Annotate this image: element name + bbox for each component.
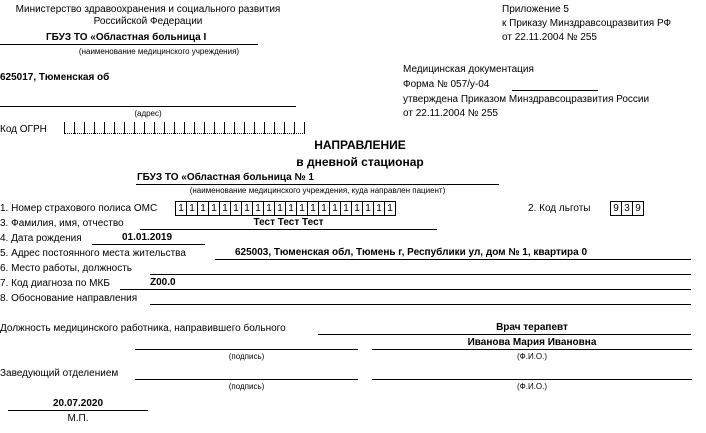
digit-cell[interactable]: 1	[384, 201, 396, 216]
form-number: Форма № 057/у-04	[403, 79, 490, 90]
approved-line2: от 22.11.2004 № 255	[403, 108, 498, 119]
digit-cell[interactable]: 1	[362, 201, 374, 216]
document-title: НАПРАВЛЕНИЕ	[314, 138, 406, 152]
digit-cell[interactable]: 1	[252, 201, 264, 216]
doctor-signature-line[interactable]	[135, 349, 358, 350]
digit-cell[interactable]: 1	[186, 201, 198, 216]
doctor-fio-caption: (Ф.И.О.)	[516, 352, 548, 361]
address-value: 625003, Тюменская обл, Тюмень г, Республики ул, дом № 1, квартира 0	[235, 247, 588, 258]
digit-cell[interactable]: 1	[329, 201, 341, 216]
ogrn-cells[interactable]	[64, 122, 305, 134]
digit-cell[interactable]: 1	[230, 201, 242, 216]
institution-name: ГБУЗ ТО «Областная больница I	[46, 32, 207, 43]
ministry-line2: Российской Федерации	[93, 16, 203, 27]
doctor-fio-underline	[372, 349, 692, 350]
appendix-line2: к Приказу Минздравсоцразвития РФ	[502, 18, 672, 29]
appendix-line3: от 22.11.2004 № 255	[502, 32, 597, 43]
institution-underline	[0, 44, 258, 45]
birth-underline	[92, 244, 205, 245]
digit-cell[interactable]: 1	[351, 201, 363, 216]
digit-cell[interactable]: 1	[219, 201, 231, 216]
doctor-position: Врач терапевт	[496, 322, 568, 333]
approved-line1: утверждена Приказом Минздравсоцразвития России	[403, 94, 650, 105]
ministry-line1: Министерство здравоохранения и социального развития	[15, 4, 281, 15]
birth-label: 4. Дата рождения	[0, 233, 82, 244]
benefit-label: 2. Код льготы	[528, 203, 591, 214]
policy-label: 1. Номер страхового полиса ОМС	[0, 203, 158, 214]
name-label: 3. Фамилия, имя, отчество	[0, 218, 124, 229]
digit-cell[interactable]: 1	[263, 201, 275, 216]
address-field-underline	[215, 259, 691, 260]
digit-cell[interactable]: 1	[340, 201, 352, 216]
institution-caption: (наименование медицинского учреждения)	[78, 47, 240, 56]
document-subtitle: в дневной стационар	[296, 155, 424, 169]
mkb-value: Z00.0	[150, 277, 176, 288]
target-institution: ГБУЗ ТО «Областная больница № 1	[137, 172, 314, 183]
digit-cell[interactable]: 1	[175, 201, 187, 216]
form-underline	[512, 90, 598, 91]
digit-cell[interactable]: 9	[632, 201, 644, 216]
head-signature-line[interactable]	[135, 379, 358, 380]
digit-cell[interactable]: 1	[241, 201, 253, 216]
doctor-position-underline	[318, 334, 691, 335]
reason-label: 8. Обоснование направления	[0, 293, 138, 304]
address-caption: (адрес)	[134, 109, 162, 118]
address-underline	[0, 106, 296, 107]
stamp-label: М.П.	[67, 413, 89, 424]
digit-cell[interactable]: 1	[197, 201, 209, 216]
digit-cell[interactable]: 3	[621, 201, 633, 216]
policy-number-cells[interactable]	[175, 201, 395, 216]
benefit-code-cells[interactable]	[610, 201, 643, 216]
address-label: 5. Адрес постоянного места жительства	[0, 248, 186, 259]
head-label: Заведующий отделением	[0, 368, 119, 379]
digit-cell[interactable]: 9	[610, 201, 622, 216]
work-label: 6. Место работы, должность	[0, 263, 133, 274]
digit-cell[interactable]: 1	[296, 201, 308, 216]
digit-cell[interactable]: 1	[274, 201, 286, 216]
mkb-label: 7. Код диагноза по МКБ	[0, 278, 110, 289]
name-underline	[140, 229, 437, 230]
digit-cell[interactable]: 1	[307, 201, 319, 216]
digit-cell[interactable]: 1	[318, 201, 330, 216]
doctor-signature-caption: (подпись)	[228, 352, 265, 361]
date-underline	[8, 410, 148, 411]
doctor-label: Должность медицинского работника, направившего больного	[0, 323, 286, 334]
ogrn-label: Код ОГРН	[0, 124, 47, 135]
digit-cell[interactable]: 1	[373, 201, 385, 216]
institution-address: 625017, Тюменская об	[0, 72, 110, 83]
doctor-name: Иванова Мария Ивановна	[467, 337, 597, 348]
head-fio-caption: (Ф.И.О.)	[516, 382, 548, 391]
work-underline	[150, 274, 691, 275]
target-caption: (наименование медицинского учреждения, куда направлен пациент)	[189, 186, 446, 195]
target-underline	[136, 184, 499, 185]
birth-value: 01.01.2019	[122, 232, 173, 243]
med-doc-label: Медицинская документация	[403, 64, 534, 75]
mkb-underline	[120, 289, 691, 290]
reason-underline	[150, 304, 691, 305]
digit-cell[interactable]: 1	[285, 201, 297, 216]
digit-cell[interactable]: 1	[208, 201, 220, 216]
head-fio-line[interactable]	[372, 379, 692, 380]
name-value: Тест Тест Тест	[253, 217, 324, 228]
signature-date: 20.07.2020	[52, 398, 104, 409]
appendix-line1: Приложение 5	[502, 4, 569, 15]
head-signature-caption: (подпись)	[228, 382, 265, 391]
